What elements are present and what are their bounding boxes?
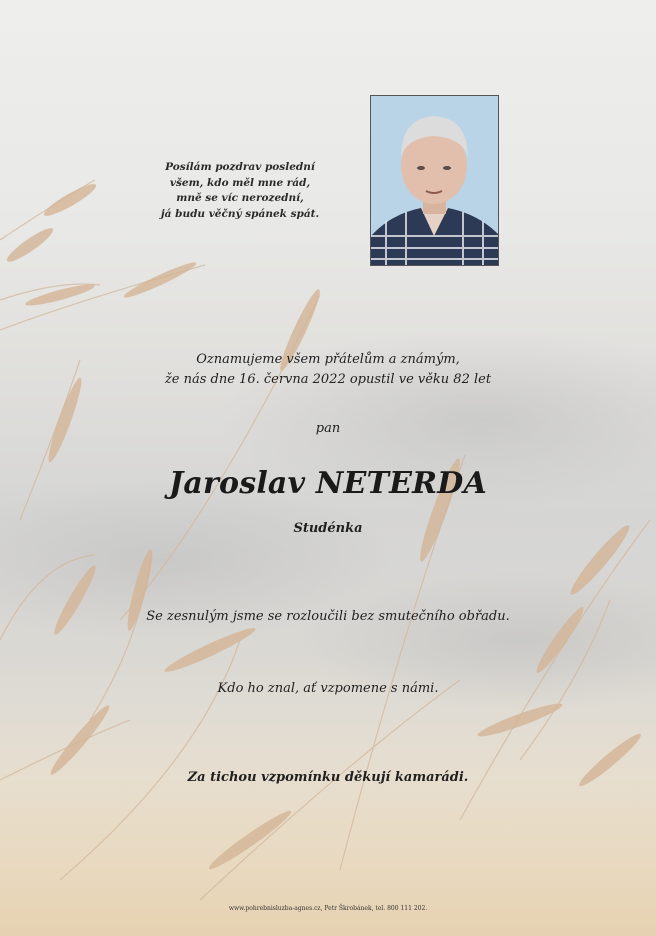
thanks-note: Za tichou vzpomínku děkují kamarádi. — [187, 770, 469, 785]
verse-line: mně se víc nerozední, — [176, 192, 304, 204]
announcement-line-2: že nás dne 16. června 2022 opustil ve věku 82 let — [164, 372, 492, 387]
verse-line: Posílám pozdrav poslední — [165, 161, 315, 173]
deceased-name — [0, 466, 656, 501]
title-word: pan — [315, 421, 341, 436]
first-name: Jaroslav — [169, 466, 306, 501]
last-name: NETERDA — [315, 466, 487, 501]
farewell-note: Se zesnulým jsme se rozloučili bez smutečního obřadu. — [146, 609, 510, 624]
footer-contact: www.pohrebnisluzba-agnes.cz, Petr Škrobánek, tel. 800 111 202. — [228, 905, 428, 912]
verse-line: já budu věčný spánek spát. — [160, 207, 320, 220]
portrait-photo — [370, 95, 499, 266]
verse-line: všem, kdo měl mne rád, — [169, 176, 311, 189]
announcement — [0, 350, 656, 390]
announcement-line-1: Oznamujeme všem přátelům a známým, — [196, 352, 460, 367]
invitation-note: Kdo ho znal, ať vzpomene s námi. — [217, 681, 439, 696]
farewell-verse — [140, 160, 340, 222]
deceased-place: Studénka — [293, 521, 363, 536]
